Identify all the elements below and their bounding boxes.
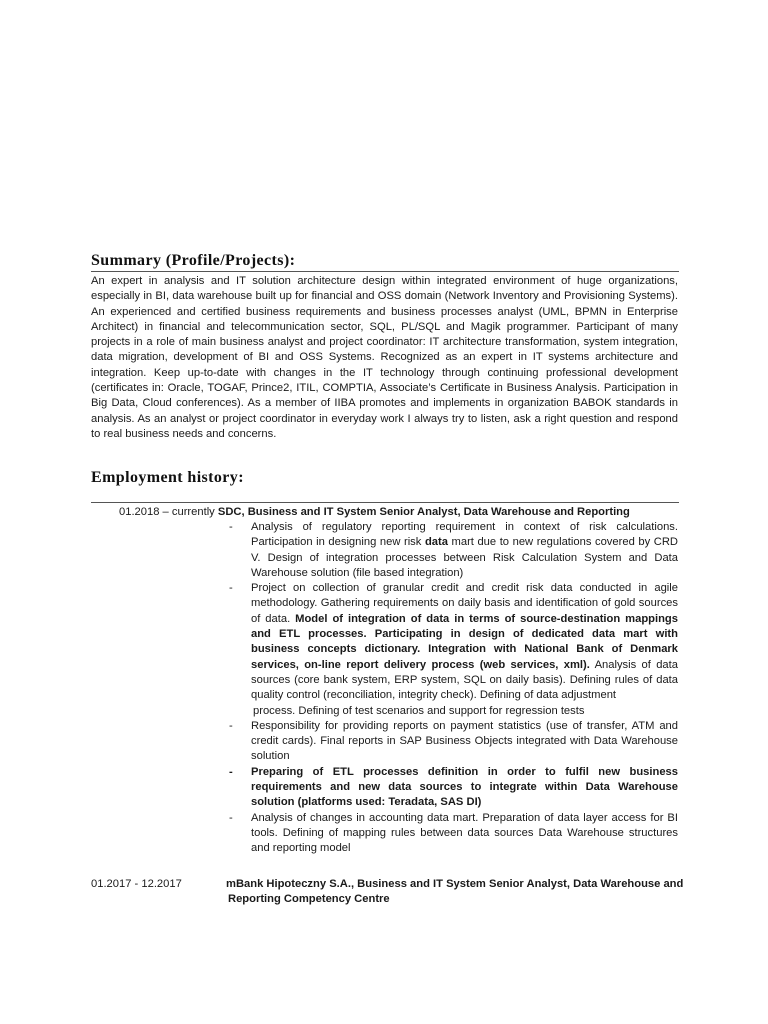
list-item xyxy=(229,719,678,765)
summary-heading-text: Summary (Profile/Projects): xyxy=(91,252,296,269)
employment-heading-text: Employment history: xyxy=(91,469,244,486)
job2-title-line2: Reporting Competency Centre xyxy=(228,893,390,905)
job1-dates: 01.2018 – currently xyxy=(119,506,215,518)
list-item xyxy=(229,520,678,581)
summary-text: An expert in analysis and IT solution architecture design within integrated environment of huge organizations, especially in BI, data warehouse built up for financial and OSS domain (Network Inventory and Provisioning Systems). An experienced and certified business requirements and business processes analyst (UML, BPMN in Enterprise Architect) in financial and telecommunication sector, SQL, PL/SQL and Magik programmer. Participant of many projects in a role of main business analyst and project coordinator: IT architecture transformation, system integration, data migration, development of BI and OSS Systems. Recognized as an expert in IT systems architecture and integration. Keep up-to-date with changes in the IT technology through continuing professional development (certificates in: Oracle, TOGAF, Prince2, ITIL, COMPTIA, Associate’s Certificate in Business Analysis. Participation in Big Data, Cloud conferences). As a member of IIBA promotes and implements in organization BABOK standards in analysis. As an analyst or project coordinator in everyday work I always try to listen, ask a right question and respond to real business needs and concerns. xyxy=(91,275,678,440)
bullet-text: Analysis of regulatory reporting requirement in context of risk calculations. Participation in designing new risk xyxy=(251,521,678,549)
bullet-text: Analysis of changes in accounting data mart. Preparation of data layer access for BI tools. Defining of mapping rules between data sources Data Warehouse structures and reporting model xyxy=(251,811,678,855)
summary-heading xyxy=(91,252,295,270)
summary-rule xyxy=(91,271,679,272)
job1-bullet-list xyxy=(229,520,678,857)
job2-title-line1: mBank Hipoteczny S.A., Business and IT System Senior Analyst, Data Warehouse and xyxy=(226,878,684,890)
bullet-text: Analysis of data sources (core bank system, ERP system, SQL on daily basis). Defining rules of data quality control (reconciliation, integrity check). Defining of data adjustment xyxy=(251,658,678,702)
job2-dates: 01.2017 - 12.2017 xyxy=(91,878,182,890)
list-item xyxy=(229,811,678,857)
bullet-bold-text: data xyxy=(424,536,448,549)
bullet-text: process. Defining of test scenarios and support for regression tests xyxy=(253,704,585,717)
job1-header xyxy=(119,505,630,520)
bullet-text: Project on collection of granular credit and credit risk data conducted in agile methodology. Gathering requirements on daily basis and identification of gold sources of data. xyxy=(251,582,678,625)
employment-heading xyxy=(91,469,244,487)
list-item xyxy=(229,765,678,811)
bullet-bold-text: Preparing of ETL processes definition in order to fulfil new business requirements and new data sources to integrate within Data Warehouse solution (platforms used: Teradata, SAS DI) xyxy=(251,765,678,809)
employment-rule xyxy=(91,502,679,503)
list-item xyxy=(229,581,678,719)
job1-title: SDC, Business and IT System Senior Analyst, Data Warehouse and Reporting xyxy=(217,506,630,518)
bullet-text: Responsibility for providing reports on payment statistics (use of transfer, ATM and credit cards). Final reports in SAP Business Objects integrated with Data Warehouse solution xyxy=(251,719,678,763)
bullet-bold-text: Model of integration of data in terms of source-destination mappings and ETL processes. Participating in design of dedicated data mart with business concepts dictionary. Integration with National Bank of Denmark services, on-line report delivery process (web services, xml). xyxy=(251,612,678,671)
bullet-text: mart due to new regulations covered by CRD V. Design of integration processes between Risk Calculation System and Data Warehouse solution (file based integration) xyxy=(251,536,678,579)
